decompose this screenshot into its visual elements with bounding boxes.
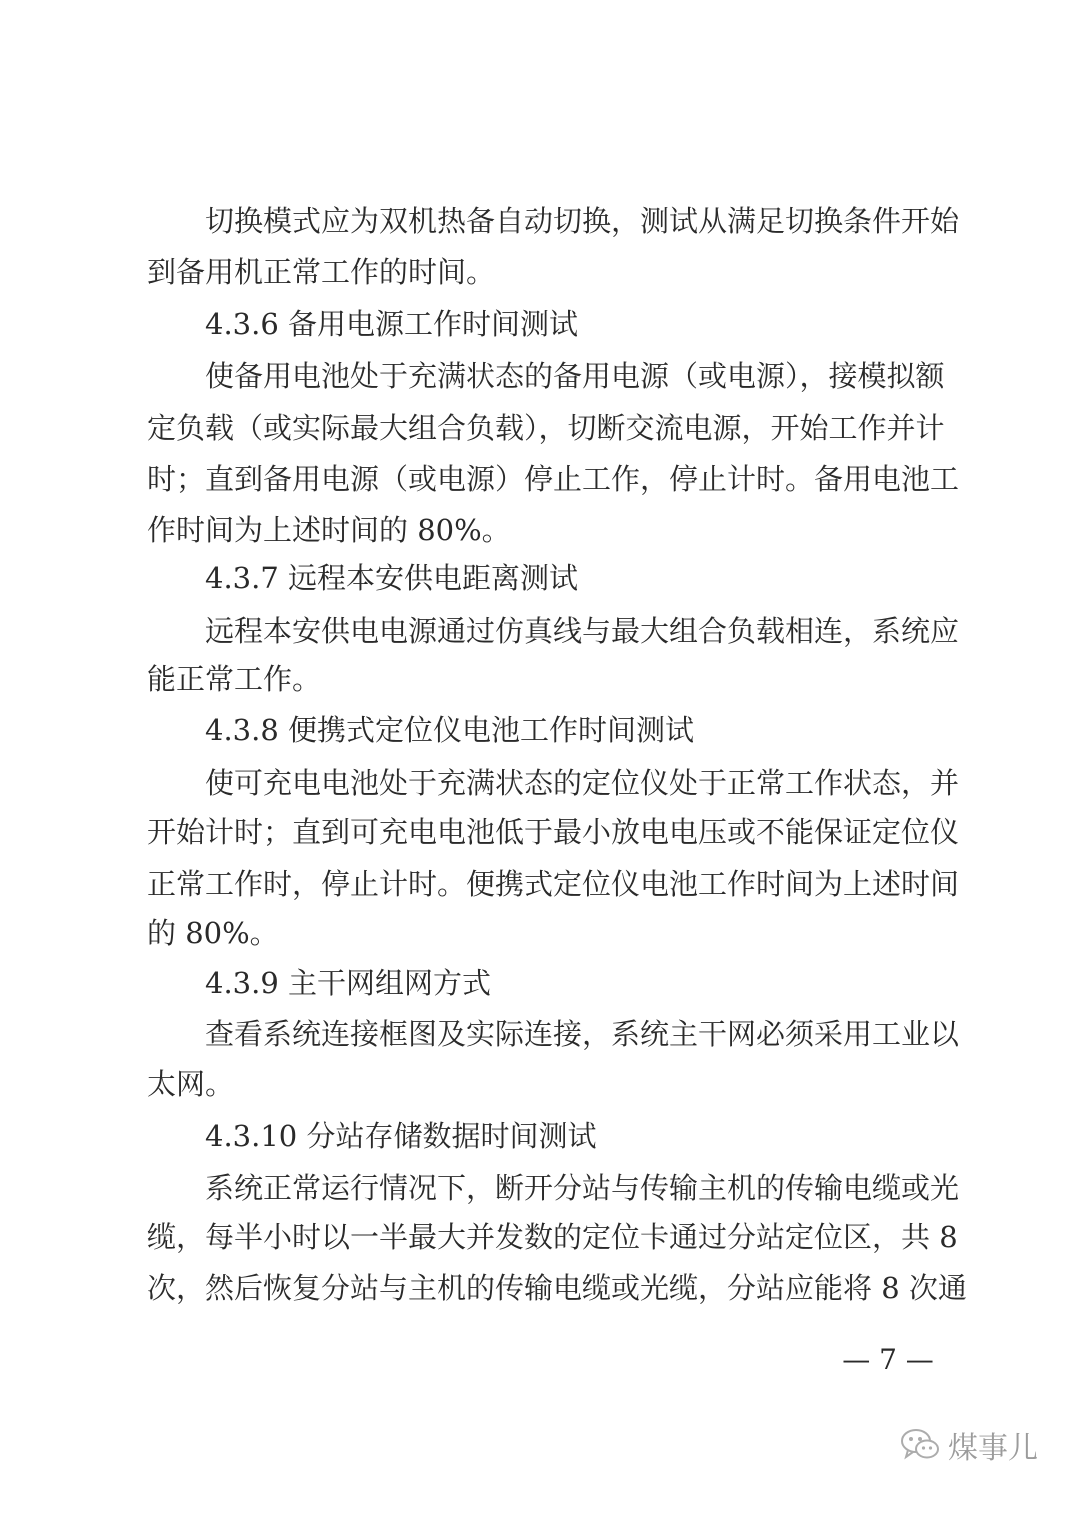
wechat-icon <box>900 1427 940 1463</box>
text-line <box>0 1110 1080 1162</box>
text-line <box>0 350 1080 402</box>
section-heading-4-3-6: 4.3.6 备用电源工作时间测试 <box>205 307 579 341</box>
text-line <box>0 1008 1080 1060</box>
paragraph-line: 能正常工作。 <box>147 662 322 696</box>
section-heading-4-3-10: 4.3.10 分站存储数据时间测试 <box>205 1119 597 1153</box>
paragraph-line: 使备用电池处于充满状态的备用电源（或电源），接模拟额 <box>205 359 945 393</box>
paragraph-line: 作时间为上述时间的 80%。 <box>147 513 511 547</box>
text-line <box>0 757 1080 809</box>
paragraph-line: 远程本安供电电源通过仿真线与最大组合负载相连，系统应 <box>205 614 960 648</box>
text-line <box>0 806 1080 858</box>
paragraph-line: 查看系统连接框图及实际连接，系统主干网必须采用工业以 <box>205 1017 960 1051</box>
text-line <box>0 907 1080 959</box>
text-line <box>0 704 1080 756</box>
text-line <box>0 195 1080 247</box>
paragraph-line: 系统正常运行情况下，断开分站与传输主机的传输电缆或光 <box>205 1171 960 1205</box>
paragraph-line: 时；直到备用电源（或电源）停止工作，停止计时。备用电池工 <box>147 462 960 496</box>
paragraph-line: 切换模式应为双机热备自动切换，测试从满足切换条件开始 <box>205 204 960 238</box>
section-heading-4-3-7: 4.3.7 远程本安供电距离测试 <box>205 561 579 595</box>
text-line <box>0 653 1080 705</box>
paragraph-line: 使可充电电池处于充满状态的定位仪处于正常工作状态，并 <box>205 766 960 800</box>
section-heading-4-3-8: 4.3.8 便携式定位仪电池工作时间测试 <box>205 713 695 747</box>
text-line <box>0 552 1080 604</box>
text-line <box>0 858 1080 910</box>
text-line <box>0 246 1080 298</box>
paragraph-line: 正常工作时，停止计时。便携式定位仪电池工作时间为上述时间 <box>147 867 960 901</box>
text-line <box>0 1162 1080 1214</box>
text-line <box>0 298 1080 350</box>
text-line <box>0 1058 1080 1110</box>
paragraph-line: 定负载（或实际最大组合负载），切断交流电源，开始工作并计 <box>147 411 945 445</box>
section-heading-4-3-9: 4.3.9 主干网组网方式 <box>205 966 492 1000</box>
text-line <box>0 957 1080 1009</box>
text-line <box>0 453 1080 505</box>
paragraph-line: 次，然后恢复分站与主机的传输电缆或光缆，分站应能将 8 次通 <box>147 1271 967 1305</box>
paragraph-line: 缆，每半小时以一半最大并发数的定位卡通过分站定位区，共 8 <box>147 1220 958 1254</box>
text-line <box>0 1211 1080 1263</box>
text-line <box>0 605 1080 657</box>
watermark-text: 煤事儿 <box>948 1431 1038 1466</box>
paragraph-line: 太网。 <box>147 1067 235 1101</box>
text-line <box>0 1262 1080 1314</box>
text-line <box>0 504 1080 556</box>
wechat-watermark <box>900 1415 1060 1475</box>
paragraph-line: 开始计时；直到可充电电池低于最小放电电压或不能保证定位仪 <box>147 815 960 849</box>
page-number: — 7 — <box>842 1343 934 1376</box>
paragraph-line: 的 80%。 <box>147 916 279 950</box>
paragraph-line: 到备用机正常工作的时间。 <box>147 255 496 289</box>
text-line <box>0 402 1080 454</box>
